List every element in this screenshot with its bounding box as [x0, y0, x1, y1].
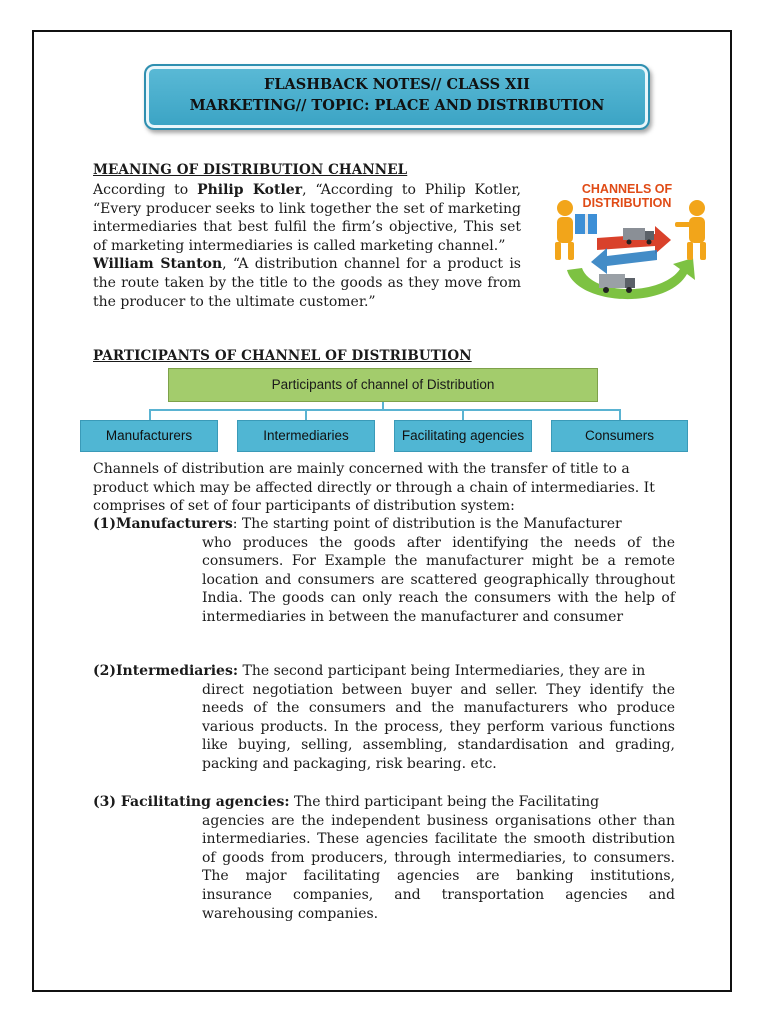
item-lead-text: : The starting point of distribution is the Manufacturer — [232, 516, 622, 532]
title-line-2: MARKETING// TOPIC: PLACE AND DISTRIBUTION — [189, 97, 605, 114]
channels-illustration — [537, 178, 717, 310]
meaning-heading: MEANING OF DISTRIBUTION CHANNEL — [93, 162, 408, 178]
kotler-quote: , “According to Philip Kotler, “Every producer seeks to link together the set of marketing intermediaries that best fulfil the firm’s objective, This set of marketing intermediaries is called marketing channel.” — [93, 182, 522, 254]
connector-drop — [462, 409, 464, 420]
stanton-quote: , “A distribution channel for a product is the route taken by the title to the goods as they move from the producer to the ultimate customer.” — [93, 256, 521, 310]
item-lead-text: The second participant being Intermediaries, they are in — [238, 663, 646, 679]
box-facilitating-agencies: Facilitating agencies — [394, 420, 532, 452]
participant-item-intermediaries — [93, 662, 675, 774]
person-icon — [675, 200, 706, 260]
author-kotler: Philip Kotler — [197, 182, 303, 198]
connector-drop — [149, 409, 151, 420]
participants-heading: PARTICIPANTS OF CHANNEL OF DISTRIBUTION — [93, 348, 472, 364]
connector-drop — [305, 409, 307, 420]
title-line-1: FLASHBACK NOTES// CLASS XII — [264, 76, 530, 93]
item-body: agencies are the independent business organisations other than intermediaries. These agencies facilitate the smooth distribution of goods from producers, through intermediaries, to consumers. The major facilitating agencies are banking institutions, insurance companies, and transportation agencies and warehousing companies. — [202, 812, 675, 922]
participant-item-facilitating-agencies — [93, 793, 675, 923]
person-with-box-icon — [555, 200, 597, 260]
participant-item-manufacturers — [93, 515, 675, 627]
meaning-paragraph — [93, 181, 521, 311]
title-banner — [144, 64, 650, 130]
author-stanton: William Stanton — [93, 256, 223, 273]
illustration-title: CHANNELS OF DISTRIBUTION — [581, 182, 673, 210]
item-label: (3) Facilitating agencies: — [93, 794, 290, 810]
item-body: direct negotiation between buyer and seller. They identify the needs of the consumers and the manufacturers who produce various products. In the process, they perform various functions like buying, selling, assembling, standardisation and grading, packing and packaging, risk bearing. etc. — [202, 681, 675, 772]
meaning-prefix: According to — [93, 182, 198, 198]
diagram-root-box: Participants of channel of Distribution — [168, 368, 598, 402]
item-lead-text: The third participant being the Facilitating — [289, 794, 600, 810]
connector-horizontal — [149, 409, 621, 411]
connector-drop — [619, 409, 621, 420]
box-consumers: Consumers — [551, 420, 688, 452]
participants-intro: Channels of distribution are mainly concerned with the transfer of title to a product which may be affected directly or through a chain of intermediaries. It comprises of set of four participants of distribution system: — [93, 461, 655, 515]
item-label: (1)Manufacturers — [93, 516, 233, 532]
box-intermediaries: Intermediaries — [237, 420, 375, 452]
blue-arrow-icon — [591, 248, 657, 274]
item-body: who produces the goods after identifying the needs of the consumers. For Example the manufacturer might be a remote location and consumers are scattered geographically throughout India. The goods can only reach the consumers with the help of intermediaries in between the manufacturer and consumer — [202, 534, 675, 625]
item-label: (2)Intermediaries: — [93, 663, 239, 679]
box-manufacturers: Manufacturers — [80, 420, 218, 452]
